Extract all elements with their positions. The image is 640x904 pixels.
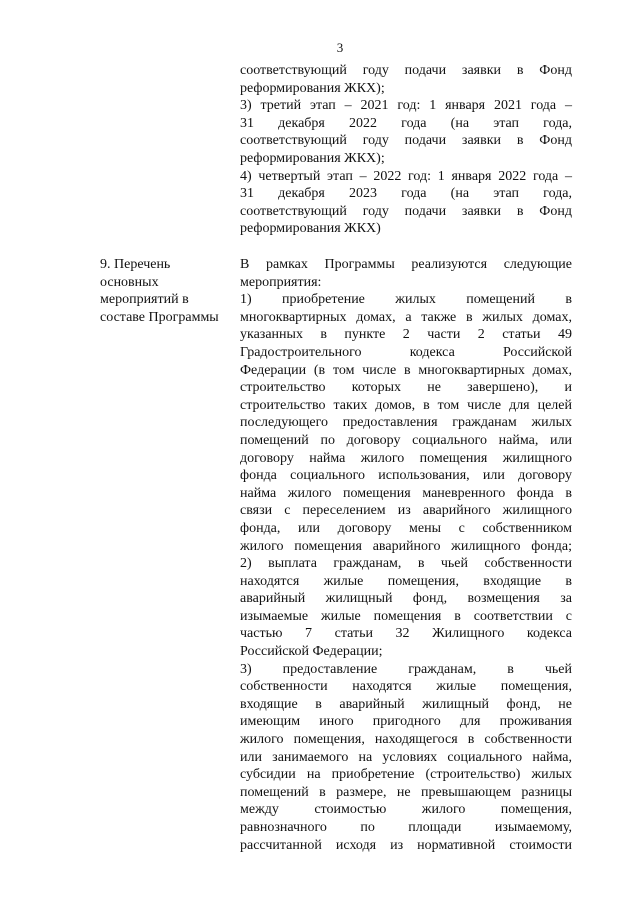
- text-line: 1) приобретение жилых помещений в: [240, 292, 572, 308]
- text-line: или занимаемого на условиях социального найма,: [240, 749, 572, 765]
- text-line: жилого помещения, находящегося в собственности: [240, 732, 572, 748]
- text-line: собственности находятся жилые помещения,: [240, 679, 572, 695]
- title-line: мероприятий в: [100, 292, 189, 308]
- text-line: связи с переселением из аварийного жилищного: [240, 503, 572, 519]
- text-line: жилого помещения аварийного жилищного фонда;: [240, 538, 572, 554]
- text-line: реформирования ЖКХ): [240, 221, 381, 237]
- section-body: [240, 256, 572, 854]
- text-line: реформирования ЖКХ);: [240, 150, 385, 166]
- text-line: имеющим иного пригодного для проживания: [240, 714, 572, 730]
- text-line: 31 декабря 2023 года (на этап года,: [240, 186, 572, 202]
- text-line: 3) предоставление гражданам, в чьей: [240, 661, 572, 677]
- text-line: аварийный жилищный фонд, возмещения за: [240, 591, 572, 607]
- text-line: последующего предоставления гражданам жилых: [240, 415, 572, 431]
- page-number: 3: [336, 40, 344, 55]
- title-line: основных: [100, 274, 159, 290]
- text-line: соответствующий году подачи заявки в Фонд: [240, 133, 572, 149]
- section-title: [100, 256, 228, 326]
- text-line: фонда, или договору мены с собственником: [240, 520, 572, 536]
- text-line: 4) четвертый этап – 2022 год: 1 января 2022 года –: [240, 168, 572, 184]
- text-line: многоквартирных домах, а также в жилых домах,: [240, 309, 572, 325]
- title-line: составе Программы: [100, 309, 219, 325]
- text-line: соответствующий году подачи заявки в Фонд: [240, 63, 572, 78]
- text-line: равнозначного по площади изымаемому,: [240, 820, 572, 835]
- text-line: указанных в пункте 2 части 2 статьи 49: [240, 327, 572, 343]
- text-line: помещений по договору социального найма, или: [240, 432, 572, 448]
- text-line: 31 декабря 2022 года (на этап года,: [240, 115, 572, 131]
- text-line: фонда социального использования, или договору: [240, 468, 572, 484]
- text-line: входящие в аварийный жилищный фонд, не: [240, 696, 572, 712]
- text-line: соответствующий году подачи заявки в Фонд: [240, 203, 572, 219]
- previous-section-continuation: [240, 62, 572, 238]
- text-line: помещений в размере, не превышающем разницы: [240, 784, 572, 800]
- text-line: строительство таких домов, в том числе для целей: [240, 397, 572, 413]
- text-line: Градостроительного кодекса Российской: [240, 344, 572, 360]
- text-line: Федерации (в том числе в многоквартирных домах,: [240, 362, 572, 378]
- text-line: мероприятия:: [240, 274, 322, 290]
- text-line: рассчитанной исходя из нормативной стоимости: [240, 837, 572, 853]
- text-line: частью 7 статьи 32 Жилищного кодекса: [240, 626, 572, 642]
- text-line: 2) выплата гражданам, в чьей собственности: [240, 556, 572, 572]
- text-line: реформирования ЖКХ);: [240, 80, 385, 96]
- text-line: изымаемые жилые помещения в соответствии с: [240, 608, 572, 624]
- text-line: субсидии на приобретение (строительство) жилых: [240, 767, 572, 783]
- text-line: находятся жилые помещения, входящие в: [240, 573, 572, 589]
- text-line: строительство которых не завершено), и: [240, 380, 572, 396]
- text-line: 3) третий этап – 2021 год: 1 января 2021 года –: [240, 98, 572, 114]
- title-line: 9. Перечень: [100, 257, 171, 272]
- text-line: Российской Федерации;: [240, 644, 383, 660]
- text-line: найма жилого помещения маневренного фонда в: [240, 485, 572, 501]
- text-line: между стоимостью жилого помещения,: [240, 802, 572, 818]
- text-line: В рамках Программы реализуются следующие: [240, 257, 572, 272]
- text-line: договору найма жилого помещения жилищного: [240, 450, 572, 466]
